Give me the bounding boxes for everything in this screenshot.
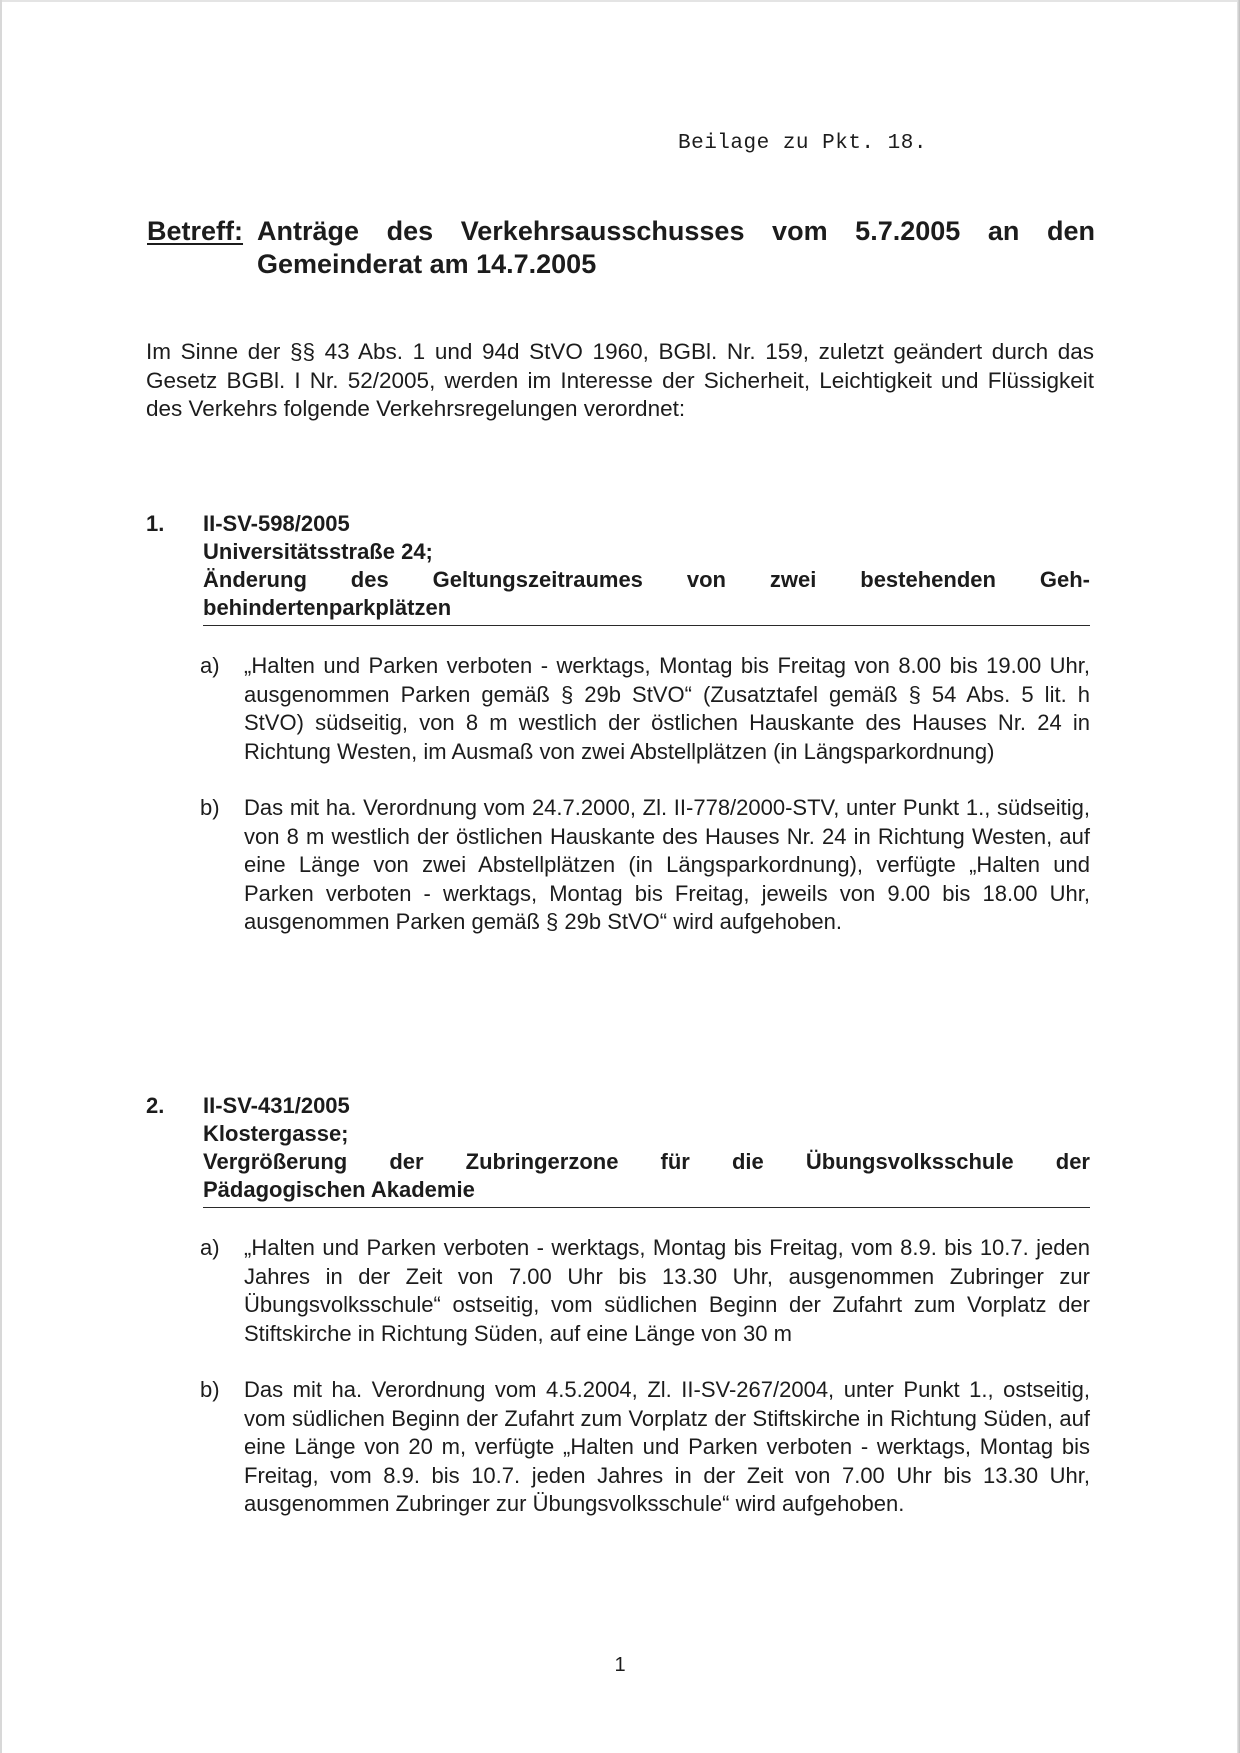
- intro-paragraph: Im Sinne der §§ 43 Abs. 1 und 94d StVO 1960, BGBl. Nr. 159, zuletzt geändert durch das Gesetz BGBl. I Nr. 52/2005, werden im Interesse der Sicherheit, Leichtigkeit und Flüssigkeit des Verkehrs folgende Verkehrsregelungen verordnet:: [146, 339, 1094, 421]
- item-heading-lines: [203, 510, 1090, 622]
- item-divider: [203, 625, 1090, 626]
- sub-item-a: [200, 1234, 1090, 1348]
- item-heading: [146, 510, 1090, 622]
- subject-title-line-2: Gemeinderat am 14.7.2005: [257, 249, 597, 279]
- subject-label: Betreff:: [147, 216, 244, 246]
- subject-heading: [147, 215, 1095, 281]
- item-title-line-1: Änderung des Geltungszeitraumes von zwei bestehenden Geh-: [203, 567, 1090, 592]
- regulation-item-2: [146, 1092, 1090, 1519]
- sub-item-text: „Halten und Parken verboten - werktags, Montag bis Freitag, vom 8.9. bis 10.7. jeden Jahres in der Zeit von 7.00 Uhr bis 13.30 Uhr, ausgenommen Zubringer zur Übungsvolksschule“ ostseitig, vom südlichen Beginn der Zufahrt zum Vorplatz der Stiftskirche in Richtung Süden, auf eine Länge von 30 m: [244, 1235, 1090, 1346]
- sub-item-a: [200, 652, 1090, 766]
- sub-item-b: [200, 794, 1090, 937]
- sub-item-b: [200, 1376, 1090, 1519]
- sub-item-text: „Halten und Parken verboten - werktags, Montag bis Freitag von 8.00 bis 19.00 Uhr, ausgenommen Parken gemäß § 29b StVO“ (Zusatztafel gemäß § 54 Abs. 5 lit. h StVO) südseitig, von 8 m westlich der östlichen Hauskante des Hauses Nr. 24 in Richtung Westen, im Ausmaß von zwei Abstellplätzen (in Längsparkordnung): [244, 653, 1090, 764]
- subject-title: [257, 215, 1095, 281]
- item-location: Universitätsstraße 24;: [203, 539, 433, 564]
- sub-item-label: b): [200, 1377, 220, 1402]
- attachment-note: Beilage zu Pkt. 18.: [678, 132, 927, 155]
- item-title-line-1: Vergrößerung der Zubringerzone für die Übungsvolksschule der: [203, 1149, 1090, 1174]
- sub-item-label: a): [200, 653, 220, 678]
- item-number: 2.: [146, 1093, 165, 1118]
- scan-edge-top: [0, 0, 1240, 2]
- item-title-line-2: Pädagogischen Akademie: [203, 1177, 475, 1202]
- item-title-line-2: behindertenparkplätzen: [203, 595, 452, 620]
- sub-item-text: Das mit ha. Verordnung vom 24.7.2000, Zl. II-778/2000-STV, unter Punkt 1., südseitig, von 8 m westlich der östlichen Hauskante des Hauses Nr. 24 in Richtung Westen, auf eine Länge von zwei Abstellplätzen (in Längsparkordnung), verfügte „Halten und Parken verboten - werktags, Montag bis Freitag, jeweils von 9.00 bis 18.00 Uhr, ausgenommen Parken gemäß § 29b StVO“ wird aufgehoben.: [244, 795, 1090, 934]
- regulation-item-1: [146, 510, 1090, 937]
- item-heading: [146, 1092, 1090, 1204]
- item-location: Klostergasse;: [203, 1121, 349, 1146]
- item-heading-lines: [203, 1092, 1090, 1204]
- sub-item-label: b): [200, 795, 220, 820]
- item-number: 1.: [146, 511, 165, 536]
- item-reference: II-SV-431/2005: [203, 1093, 350, 1118]
- sub-item-text: Das mit ha. Verordnung vom 4.5.2004, Zl. II-SV-267/2004, unter Punkt 1., ostseitig, vom südlichen Beginn der Zufahrt zum Vorplatz der Stiftskirche in Richtung Süden, auf eine Länge von 20 m, verfügte „Halten und Parken verboten - werktags, Montag bis Freitag, vom 8.9. bis 10.7. jeden Jahres in der Zeit von 7.00 Uhr bis 13.30 Uhr, ausgenommen Zubringer zur Übungsvolksschule“ wird aufgehoben.: [244, 1377, 1090, 1516]
- page-number: 1: [614, 1654, 626, 1676]
- item-reference: II-SV-598/2005: [203, 511, 350, 536]
- item-divider: [203, 1207, 1090, 1208]
- subject-title-line-1: Anträge des Verkehrsausschusses vom 5.7.2005 an den: [257, 216, 1095, 246]
- sub-item-label: a): [200, 1235, 220, 1260]
- scan-edge-left: [0, 0, 2, 1753]
